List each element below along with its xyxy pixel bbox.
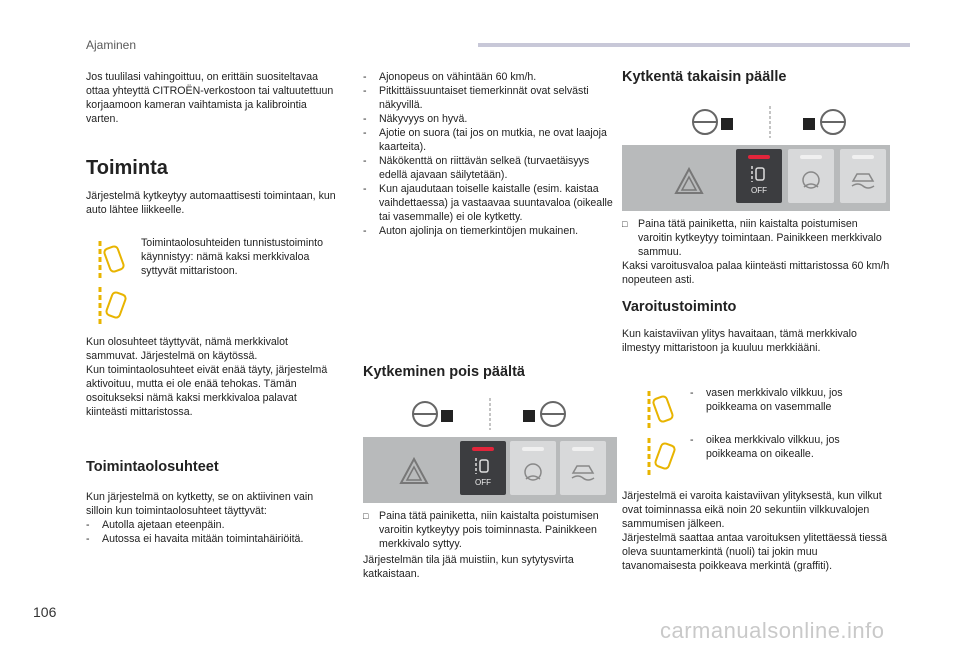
driving-assist-button[interactable] bbox=[510, 441, 556, 495]
lane-warning-icon-right bbox=[646, 436, 678, 478]
list-item: - Pitkittäissuuntaiset tiemerkinnät ovat selvästi näkyvillä. bbox=[363, 84, 617, 112]
car-skid-icon bbox=[850, 169, 876, 189]
conditions-paragraph: Kun olosuhteet täyttyvät, nämä merkkivalot sammuvat. Järjestelmä on käytössä. Kun toimintaolosuhteet eivät enää täyty, järjestelmä aktivoituu, mutta ei ole enää tehokas. Tämän osoitukseksi nämä kaksi merkkivaloa palavat kiinteästi mittaristossa. bbox=[86, 336, 328, 418]
olosuhteet-text: Kun järjestelmä on kytketty, se on aktiivinen vain silloin kun toimintaolosuhteet täyttyvät: bbox=[86, 491, 314, 517]
lane-warning-icon-left bbox=[646, 389, 678, 431]
list-item: - Kun ajaudutaan toiselle kaistalle (esim. kaistaa vaihdettaessa) ja vastaavaa suuntavaloa (oikealle tai vasemmalle) ei ole kytketty. bbox=[363, 182, 617, 224]
list-item: - Autossa ei havaita mitään toimintahäiriöitä. bbox=[86, 532, 340, 546]
list-item: - Autolla ajetaan eteenpäin. bbox=[86, 518, 340, 532]
led-indicator bbox=[800, 155, 822, 159]
pois-instruction bbox=[363, 509, 619, 551]
steering-wheel-illustration bbox=[405, 396, 575, 432]
page-number: 106 bbox=[33, 604, 57, 620]
left-warning-item bbox=[690, 386, 870, 414]
lane-assist-button[interactable] bbox=[736, 149, 782, 203]
paalle-instruction bbox=[622, 217, 890, 259]
left-warning-text: - vasen merkkivalo vilkkuu, jos poikkeama on vasemmalle bbox=[690, 386, 870, 414]
closing-paragraph: Järjestelmä ei varoita kaistaviivan ylityksestä, kun vilkut ovat toiminnassa eikä noin 20 sekuntiin vilkkuvalojen sammumisen jälkeen. Järjestelmä saattaa antaa varoituksen ylitettäessä tiessä oleva suuntamerkintä (nuoli) tai jokin muu tavanomaisesta poikkeava merkintä (graffiti). bbox=[622, 490, 887, 572]
hazard-icon bbox=[674, 167, 704, 195]
traction-button[interactable] bbox=[840, 149, 886, 203]
paalle-instruction-text: □ Paina tätä painiketta, niin kaistalta poistumisen varoitin kytkeytyy toimintaan. Painikkeen merkkivalo sammuu. bbox=[622, 217, 890, 259]
paalle-heading: Kytkentä takaisin päälle bbox=[622, 69, 787, 85]
lane-warning-icon-right bbox=[97, 285, 129, 327]
lane-assist-button[interactable] bbox=[460, 441, 506, 495]
lane-car-icon bbox=[750, 165, 768, 183]
list-item: - Näkökenttä on riittävän selkeä (turvaetäisyys edellä ajavaan säilytetään). bbox=[363, 154, 617, 182]
pois-note: Järjestelmän tila jää muistiin, kun sytytysvirta katkaistaan. bbox=[363, 554, 574, 580]
off-label: OFF bbox=[475, 478, 491, 487]
intro-paragraph: Jos tuulilasi vahingoittuu, on erittäin suositeltavaa ottaa yhteyttä CITROËN-verkostoon tai valtuutettuun korjaamoon kameran vaihtamista ja kalibrointia varten. bbox=[86, 71, 334, 125]
right-warning-item bbox=[690, 433, 870, 461]
toiminta-text: Järjestelmä kytkeytyy automaattisesti toimintaan, kun auto lähtee liikkeelle. bbox=[86, 190, 336, 216]
led-indicator bbox=[852, 155, 874, 159]
wheel-slip-icon bbox=[800, 169, 822, 191]
led-indicator bbox=[572, 447, 594, 451]
olosuhteet-heading: Toimintaolosuhteet bbox=[86, 459, 219, 475]
varoitus-heading: Varoitustoiminto bbox=[622, 299, 737, 315]
lane-warning-icon-left bbox=[97, 239, 129, 281]
watermark: carmanualsonline.info bbox=[660, 618, 885, 643]
paalle-note: Kaksi varoitusvaloa palaa kiinteästi mittaristossa 60 km/h nopeuteen asti. bbox=[622, 260, 890, 286]
list-item: - Auton ajolinja on tiemerkintöjen mukainen. bbox=[363, 224, 617, 238]
indicator-note: Toimintaolosuhteiden tunnistustoiminto käynnistyy: nämä kaksi merkkivaloa syttyvät mittaristoon. bbox=[141, 237, 323, 277]
hazard-icon bbox=[399, 457, 429, 485]
led-indicator bbox=[522, 447, 544, 451]
button-panel-off bbox=[363, 437, 617, 503]
list-item: - Ajonopeus on vähintään 60 km/h. bbox=[363, 70, 617, 84]
pois-instruction-text: □ Paina tätä painiketta, niin kaistalta poistumisen varoitin kytkeytyy pois toiminnasta. Painikkeen merkkivalo syttyy. bbox=[363, 509, 619, 551]
car-skid-icon bbox=[570, 461, 596, 481]
led-indicator bbox=[748, 155, 770, 159]
steering-wheel-illustration bbox=[685, 104, 855, 140]
off-label: OFF bbox=[751, 186, 767, 195]
list-item: - Näkyvyys on hyvä. bbox=[363, 112, 617, 126]
header-bar bbox=[478, 43, 910, 47]
right-warning-text: - oikea merkkivalo vilkkuu, jos poikkeama on oikealle. bbox=[690, 433, 870, 461]
olosuhteet-list bbox=[86, 518, 340, 546]
button-panel-on bbox=[622, 145, 890, 211]
pois-heading: Kytkeminen pois päältä bbox=[363, 364, 525, 380]
traction-button[interactable] bbox=[560, 441, 606, 495]
varoitus-text: Kun kaistaviivan ylitys havaitaan, tämä merkkivalo ilmestyy mittaristoon ja kuuluu merkkiääni. bbox=[622, 328, 857, 354]
driving-assist-button[interactable] bbox=[788, 149, 834, 203]
conditions-list bbox=[363, 70, 617, 238]
wheel-slip-icon bbox=[522, 461, 544, 483]
list-item: - Ajotie on suora (tai jos on mutkia, ne ovat laajoja kaarteita). bbox=[363, 126, 617, 154]
led-indicator bbox=[472, 447, 494, 451]
toiminta-heading: Toiminta bbox=[86, 157, 168, 179]
lane-car-icon bbox=[474, 457, 492, 475]
section-header: Ajaminen bbox=[86, 38, 137, 52]
